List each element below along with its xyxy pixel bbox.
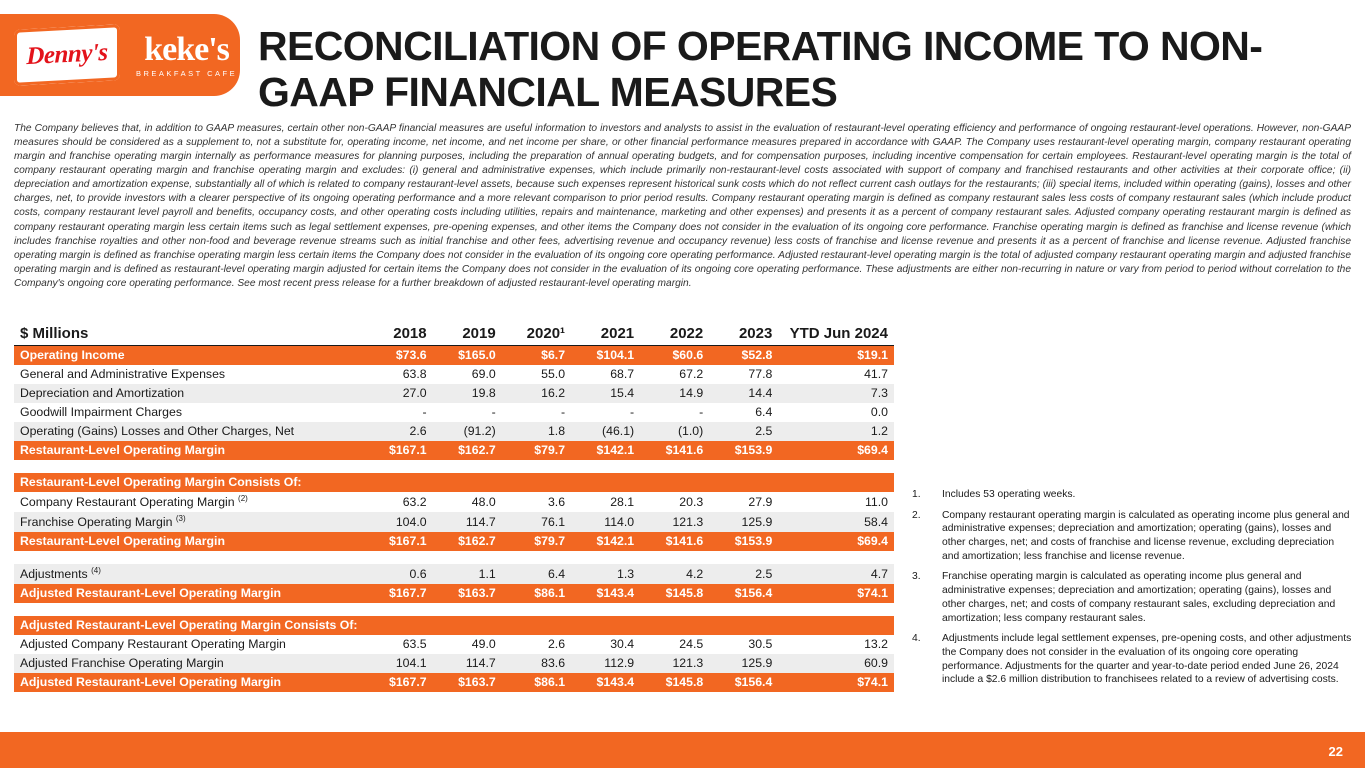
table-cell: 14.4 [709, 384, 778, 403]
footnote-text: Includes 53 operating weeks. [942, 489, 1076, 500]
table-cell: $142.1 [571, 532, 640, 551]
table-cell: 114.0 [571, 512, 640, 532]
table-row [14, 532, 894, 551]
table-cell: $79.7 [502, 532, 571, 551]
table-row [14, 422, 894, 441]
table-cell: $167.7 [364, 584, 433, 603]
table-cell: 63.5 [402, 637, 427, 652]
col-header-label: $ Millions [14, 322, 364, 345]
table-cell: - [560, 405, 566, 419]
table-cell: 76.1 [502, 512, 571, 532]
table-cell: 0.0 [870, 405, 888, 419]
kekes-logo [136, 30, 238, 78]
table-row [14, 584, 894, 603]
footnote-item [912, 570, 1352, 625]
table-spacer-row [14, 460, 894, 473]
page-title: RECONCILIATION OF OPERATING INCOME TO NON-GAAP FINANCIAL MEASURES [258, 23, 1263, 115]
table-spacer-cell [14, 460, 894, 473]
table-cell: $74.1 [778, 673, 894, 692]
table-header-row [14, 322, 894, 345]
table-cell: $162.7 [433, 532, 502, 551]
table-cell: 27.0 [364, 384, 433, 403]
table-cell [709, 616, 778, 635]
table-cell: $60.6 [640, 345, 709, 365]
table-cell: $167.1 [364, 532, 433, 551]
table-cell [364, 616, 433, 635]
table-row-label: Adjusted Restaurant-Level Operating Margin [14, 673, 364, 692]
page-number: 22 [1328, 744, 1343, 759]
table-cell: $156.4 [709, 673, 778, 692]
footnote-item [912, 488, 1352, 502]
table-cell: $69.4 [778, 441, 894, 460]
table-cell: $86.1 [502, 584, 571, 603]
table-cell: 7.3 [778, 384, 894, 403]
table-cell: $163.7 [433, 673, 502, 692]
table-cell: $143.4 [571, 584, 640, 603]
table-cell: 1.3 [571, 564, 640, 584]
table-cell [433, 473, 502, 492]
table-cell: $153.9 [709, 532, 778, 551]
table-cell: $79.7 [502, 441, 571, 460]
table-cell: $145.8 [640, 584, 709, 603]
table-cell: $163.7 [433, 584, 502, 603]
table-row-label: Franchise Operating Margin $^{(3)}$ [14, 512, 364, 532]
footnote-text: Adjustments include legal settlement expenses, pre-opening costs, and other adjustments the Company does not consider in the evaluation of its ongoing core operating performance. Adjustments for the quarter and year-to-date period ended June 26, 2024 include a $2.6 million distribution to franchisees related to a review of advertising costs. [942, 633, 1352, 686]
footnote-marker: (2) [238, 494, 248, 503]
table-cell: - [699, 405, 704, 419]
table-cell: (1.0) [640, 422, 709, 441]
table-cell: (46.1) [571, 422, 640, 441]
table-cell: 1.1 [433, 564, 502, 584]
col-header-2022: 2022 [640, 322, 709, 345]
table-cell: - [630, 405, 635, 419]
table-cell: 112.9 [571, 654, 640, 673]
table-cell [502, 616, 571, 635]
table-row-label: Company Restaurant Operating Margin $^{(2)}$ [20, 494, 248, 510]
table-cell: 58.4 [778, 512, 894, 532]
table-cell [433, 616, 502, 635]
table-cell: 68.7 [610, 367, 635, 381]
table-row-label: Adjustments $^{(4)}$ [14, 564, 364, 584]
table-cell: 16.2 [502, 384, 571, 403]
footnote-marker: (3) [175, 514, 186, 524]
footnote-marker: (4) [91, 566, 101, 576]
table-row [14, 654, 894, 673]
table-cell: 14.9 [640, 384, 709, 403]
table-cell: - [422, 405, 427, 419]
table-row [14, 512, 894, 532]
table-cell: 0.6 [364, 564, 433, 584]
table-cell: 121.3 [640, 512, 709, 532]
table-cell: $19.1 [778, 345, 894, 365]
financial-table [14, 322, 894, 692]
col-header-2019: 2019 [433, 322, 502, 345]
table-cell: 13.2 [864, 637, 888, 652]
table-cell [640, 473, 709, 492]
footnote-number: 2. [912, 509, 921, 521]
table-row-label: Restaurant-Level Operating Margin [14, 532, 364, 551]
table-cell: $52.8 [709, 345, 778, 365]
table-cell: $141.6 [640, 441, 709, 460]
table-cell [778, 473, 894, 492]
table-cell: $167.7 [364, 673, 433, 692]
table-row-label: Restaurant-Level Operating Margin [14, 441, 364, 460]
table-cell: 2.5 [709, 422, 778, 441]
table-row [14, 345, 894, 365]
table-row [14, 673, 894, 692]
logo-block [0, 14, 240, 96]
table-cell: 15.4 [571, 384, 640, 403]
table-cell: 11.0 [864, 494, 888, 509]
footnote-number: 3. [912, 571, 921, 583]
table-row-label: Adjusted Franchise Operating Margin [14, 654, 364, 673]
table-cell: 1.2 [778, 422, 894, 441]
table-cell: 27.9 [748, 494, 773, 509]
table-spacer-cell [14, 603, 894, 616]
table-row [14, 365, 894, 384]
table-cell: 2.6 [547, 637, 566, 652]
table-row-label: Depreciation and Amortization [14, 384, 364, 403]
table-cell: 2.6 [364, 422, 433, 441]
footnote-number: 4. [912, 633, 921, 645]
table-cell: 114.7 [433, 654, 502, 673]
table-cell: 69.0 [471, 367, 496, 381]
table-cell: 41.7 [864, 367, 888, 381]
table-cell: $73.6 [364, 345, 433, 365]
table-row [14, 473, 894, 492]
table-cell: 6.4 [502, 564, 571, 584]
table-row-label: Adjusted Restaurant-Level Operating Margin Consists Of: [14, 616, 364, 635]
table-cell: 6.4 [755, 405, 773, 419]
table-cell: 104.1 [364, 654, 433, 673]
table-row-label: Operating Income [14, 345, 364, 365]
table-cell: 19.8 [433, 384, 502, 403]
footnote-text: Company restaurant operating margin is calculated as operating income plus general and administrative expenses; depreciation and amortization; operating (gains), losses and other charges, net; and costs of franchise and license revenue, excluding depreciation and amortization; less franchise and license revenue. [942, 509, 1350, 562]
table-cell: $141.6 [640, 532, 709, 551]
table-cell: 48.0 [471, 494, 496, 509]
table-cell: (91.2) [433, 422, 502, 441]
table-cell: $6.7 [502, 345, 571, 365]
table-cell: 83.6 [502, 654, 571, 673]
table-cell: $153.9 [709, 441, 778, 460]
table-row [14, 616, 894, 635]
table-row-label: Operating (Gains) Losses and Other Charges, Net [14, 422, 364, 441]
table-cell: 125.9 [709, 654, 778, 673]
table-row-label: Goodwill Impairment Charges [20, 405, 182, 419]
table-cell [709, 473, 778, 492]
table-cell: 20.3 [679, 494, 704, 509]
table-cell: 30.5 [748, 637, 773, 652]
table-cell: $104.1 [571, 345, 640, 365]
table-cell: 60.9 [778, 654, 894, 673]
table-row-label: General and Administrative Expenses [20, 367, 226, 381]
kekes-logo-text: keke's [144, 30, 229, 68]
table-cell: 1.8 [502, 422, 571, 441]
dennys-logo-text: Denny's [26, 38, 108, 71]
table-row [14, 635, 894, 654]
col-header-2020: 2020¹ [502, 322, 571, 345]
dennys-logo [14, 24, 120, 86]
table-spacer-row [14, 603, 894, 616]
table-cell [502, 473, 571, 492]
col-header-2018: 2018 [364, 322, 433, 345]
table-cell: $162.7 [433, 441, 502, 460]
table-cell: 24.5 [679, 637, 704, 652]
table-cell: $69.4 [778, 532, 894, 551]
table-cell [640, 616, 709, 635]
table-cell [778, 616, 894, 635]
table-cell: 55.0 [541, 367, 566, 381]
col-header-2023: 2023 [709, 322, 778, 345]
table-cell: $143.4 [571, 673, 640, 692]
table-row [14, 441, 894, 460]
table-cell: $165.0 [433, 345, 502, 365]
table-cell: 4.2 [640, 564, 709, 584]
table-row-label: Adjusted Company Restaurant Operating Margin [20, 637, 286, 652]
table-cell: $74.1 [778, 584, 894, 603]
table-cell [364, 473, 433, 492]
footer-bar [0, 732, 1365, 768]
footnote-item [912, 509, 1352, 564]
table-row [14, 384, 894, 403]
kekes-logo-subtext: BREAKFAST CAFE [136, 68, 238, 78]
table-cell: 104.0 [364, 512, 433, 532]
footnote-text: Franchise operating margin is calculated as operating income plus general and administrative expenses; depreciation and amortization; operating (gains), losses and other charges, net; and costs of company restaurant sales, excluding depreciation and amortization; less company restaurant sales. [942, 571, 1336, 624]
table-cell: $86.1 [502, 673, 571, 692]
footnote-number: 1. [912, 489, 921, 500]
table-row [14, 492, 894, 512]
table-cell: 67.2 [679, 367, 704, 381]
footnotes [912, 488, 1352, 694]
table-cell: 125.9 [709, 512, 778, 532]
table-cell: 49.0 [471, 637, 496, 652]
table-cell: $167.1 [364, 441, 433, 460]
table-row-label: Restaurant-Level Operating Margin Consists Of: [14, 473, 364, 492]
table-cell: 63.8 [402, 367, 427, 381]
table-row [14, 403, 894, 422]
table-cell: 4.7 [778, 564, 894, 584]
table-cell [571, 616, 640, 635]
table-body [14, 345, 894, 692]
col-header-2021: 2021 [571, 322, 640, 345]
table-cell: 114.7 [433, 512, 502, 532]
table-cell: 30.4 [610, 637, 635, 652]
table-cell: 28.1 [610, 494, 635, 509]
table-row-label: Adjusted Restaurant-Level Operating Margin [14, 584, 364, 603]
intro-paragraph: The Company believes that, in addition to GAAP measures, certain other non-GAAP financial measures are useful information to investors and analysts to assist in the evaluation of restaurant-level operating efficiency and performance of ongoing restaurant-level operations. However, non-GAAP measures should be considered as a supplement to, not a substitute for, operating income, net income, and net income per share, or other financial performance measures prepared in accordance with GAAP. The Company uses restaurant-level operating margin, company restaurant operating margin and franchise operating margin internally as performance measures for planning purposes, including the preparation of annual operating budgets, and for compensation purposes, including incentive compensation for certain employees. Restaurant-level operating margin is the total of company restaurant operating margin and franchise operating margin and excludes: (i) general and administrative expenses, which include primarily non-restaurant-level costs associated with support of company and franchised restaurants and other activities at their corporate office; (ii) depreciation and amortization expense, substantially all of which is related to company restaurant-level assets, because such expenses represent historical sunk costs which do not reflect current cash outlays for the restaurants; (iii) special items, included within operating (gains), losses and other charges, net, to provide investors with a clearer perspective of its ongoing operating performance and a more relevant comparison to prior period results. Company restaurant operating margin is defined as company restaurant sales less costs of company restaurant sales (which include product costs, company restaurant level payroll and benefits, occupancy costs, and other operating costs including utilities, repairs and maintenance, marketing and other expenses) and presents it as a percent of company restaurant sales. Adjusted company operating restaurant margin is defined as company restaurant operating margin less certain items such as legal settlement expenses, pre-opening expenses, and other items the Company does not consider in the evaluation of its ongoing core performance. Franchise operating margin is defined as franchise and license revenue (which includes franchise royalties and other non-food and beverage revenue streams such as initial franchise and other fees, advertising revenue and occupancy revenue) less costs of franchise and license revenue and presents it as a percent of franchise and license revenue. Adjusted franchise operating margin is defined as franchise operating margin less certain items the Company does not consider in the evaluation of its ongoing core operating performance. Adjusted restaurant-level operating margin is the total of adjusted company restaurant operating margin and adjusted franchise operating margin and is defined as restaurant-level operating margin adjusted for certain items the Company does not consider in the evaluation of its ongoing core operating performance. These adjustments are either non-recurring in nature or vary from period to period without correlation to the Company's ongoing core operating performance. See most recent press release for a further breakdown of adjusted restaurant-level operating margin. [14, 123, 1351, 289]
table-cell: 2.5 [709, 564, 778, 584]
table-cell [571, 473, 640, 492]
table-cell: - [491, 405, 496, 419]
table-cell: $156.4 [709, 584, 778, 603]
table-row [14, 564, 894, 584]
table-cell: 3.6 [547, 494, 566, 509]
table-cell: $145.8 [640, 673, 709, 692]
col-header-ytd: YTD Jun 2024 [778, 322, 894, 345]
table-cell: $142.1 [571, 441, 640, 460]
footnote-item [912, 632, 1352, 687]
table-cell: 63.2 [402, 494, 427, 509]
table-cell: 121.3 [640, 654, 709, 673]
table-spacer-row [14, 551, 894, 564]
table-cell: 77.8 [748, 367, 773, 381]
table-spacer-cell [14, 551, 894, 564]
